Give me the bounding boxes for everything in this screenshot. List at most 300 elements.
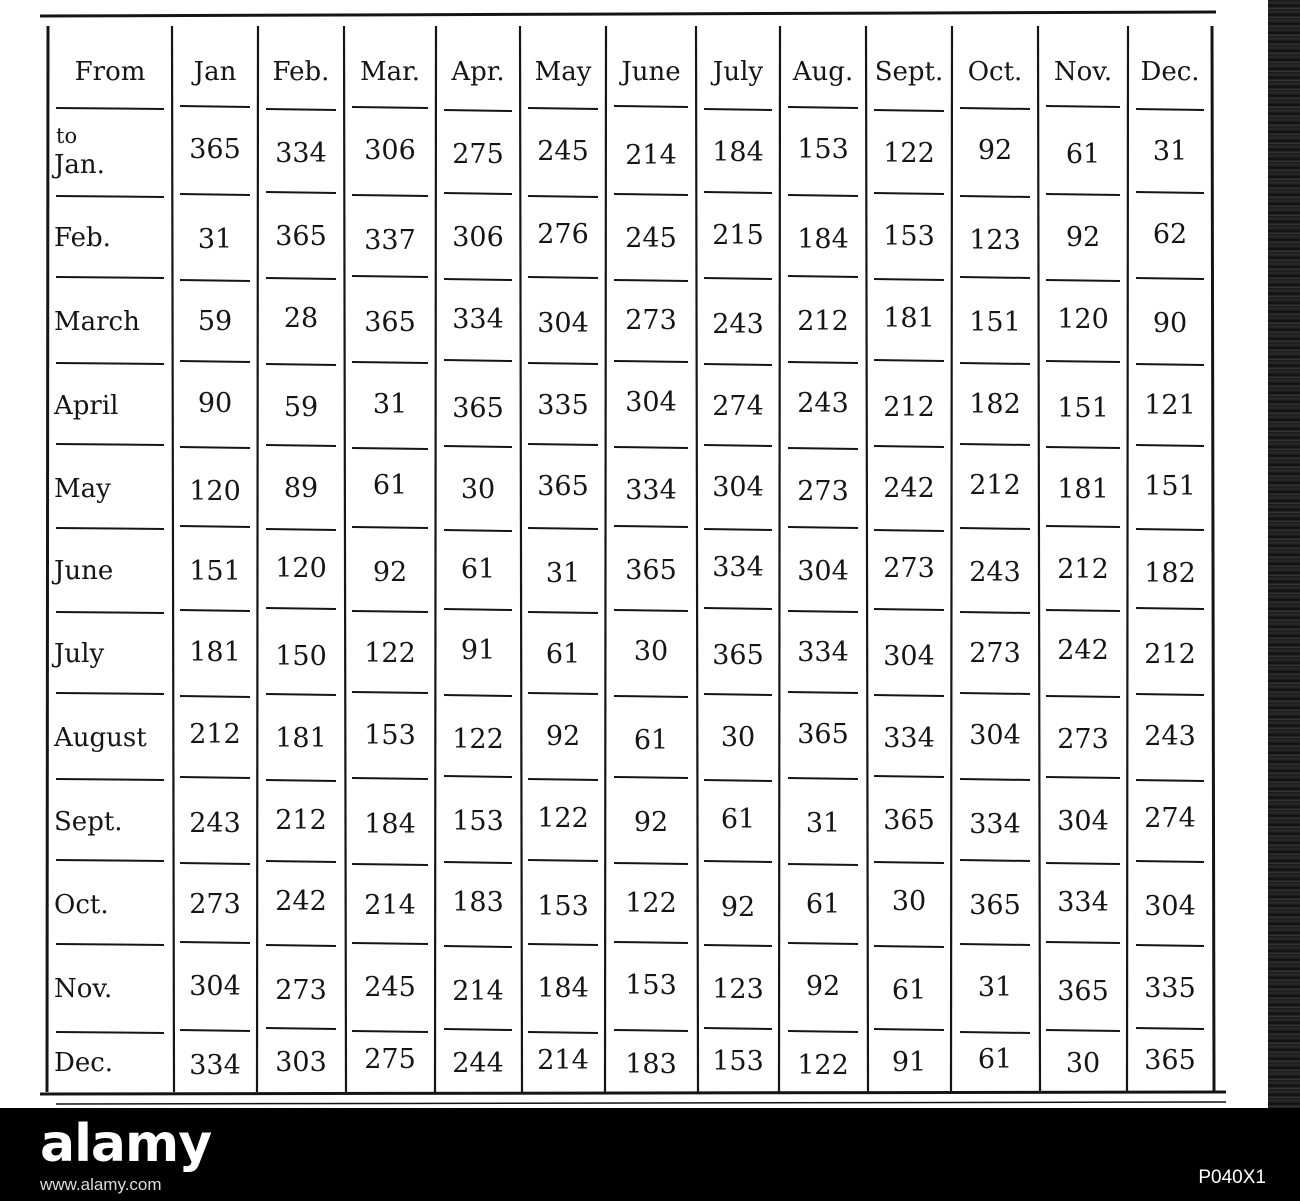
cell-rule: [1046, 863, 1120, 864]
table-cell: 123: [712, 974, 764, 1005]
cell-rule: [528, 108, 598, 109]
cell-rule: [352, 362, 428, 363]
cell-rule: [614, 106, 688, 107]
cell-rule: [444, 1029, 512, 1030]
header-corner-label: From: [74, 57, 146, 87]
table-cell: 181: [275, 723, 327, 754]
column-rule: [257, 26, 258, 1092]
table-cell: 273: [1057, 724, 1109, 755]
table-cell: 365: [189, 134, 241, 165]
cell-rule: [56, 1032, 164, 1033]
row-label: Nov.: [54, 974, 113, 1004]
cell-rule: [1136, 945, 1204, 946]
table-cell: 123: [969, 225, 1021, 256]
cell-rule: [704, 1028, 772, 1029]
cell-rule: [352, 1031, 428, 1032]
row-label: May: [54, 474, 111, 504]
table-cell: 92: [545, 721, 581, 752]
cell-rule: [180, 361, 250, 362]
cell-rule: [1046, 361, 1120, 362]
table-cell: 275: [452, 139, 504, 170]
cell-rule: [874, 1029, 944, 1030]
table-cell: 153: [364, 720, 416, 751]
cell-rule: [704, 694, 772, 695]
table-cell: 274: [712, 391, 764, 422]
cell-rule: [614, 526, 688, 527]
table-cell: 334: [883, 723, 935, 754]
watermark-logo: alamy: [40, 1114, 212, 1174]
cell-rule: [960, 612, 1030, 613]
table-cell: 304: [625, 387, 677, 418]
cell-rule: [180, 106, 250, 107]
table-cell: 244: [452, 1048, 504, 1079]
table-cell: 212: [1057, 554, 1109, 585]
cell-rule: [266, 694, 336, 695]
table-cell: 365: [712, 640, 764, 671]
table-cell: 274: [1144, 803, 1196, 834]
cell-rule: [528, 528, 598, 529]
cell-rule: [960, 277, 1030, 278]
cell-rule: [614, 696, 688, 697]
cell-rule: [56, 277, 164, 278]
table-cell: 304: [797, 556, 849, 587]
cell-rule: [56, 444, 164, 445]
cell-rule: [960, 108, 1030, 109]
table-cell: 184: [797, 224, 849, 255]
cell-rule: [874, 193, 944, 194]
cell-rule: [266, 192, 336, 193]
cell-rule: [528, 693, 598, 694]
table-cell: 304: [969, 720, 1021, 751]
cell-rule: [444, 279, 512, 280]
cell-rule: [874, 110, 944, 111]
cell-rule: [352, 692, 428, 693]
table-cell: 212: [969, 470, 1021, 501]
cell-rule: [1136, 445, 1204, 446]
cell-rule: [180, 447, 250, 448]
cell-rule: [788, 943, 858, 944]
column-rule: [1038, 26, 1040, 1092]
table-cell: 273: [797, 476, 849, 507]
table-cell: 184: [537, 973, 589, 1004]
row-label: August: [54, 723, 147, 753]
table-cell: 153: [797, 134, 849, 165]
cell-rule: [56, 108, 164, 109]
table-cell: 181: [1057, 474, 1109, 505]
table-cell: 365: [364, 307, 416, 338]
cell-rule: [874, 695, 944, 696]
table-cell: 335: [1144, 973, 1196, 1004]
cell-rule: [704, 945, 772, 946]
table-cell: 61: [1065, 139, 1101, 170]
cell-rule: [352, 611, 428, 612]
table-cell: 304: [712, 472, 764, 503]
cell-rule: [444, 609, 512, 610]
cell-rule: [528, 860, 598, 861]
cell-rule: [56, 528, 164, 529]
cell-rule: [1136, 529, 1204, 530]
table-cell: 30: [891, 886, 927, 917]
cell-rule: [704, 861, 772, 862]
table-cell: 245: [364, 972, 416, 1003]
column-header: May: [534, 57, 592, 87]
cell-rule: [614, 194, 688, 195]
cell-rule: [528, 444, 598, 445]
table-cell: 61: [891, 975, 927, 1006]
table-cell: 31: [372, 389, 408, 420]
cell-rule: [528, 196, 598, 197]
table-cell: 365: [969, 890, 1021, 921]
table-cell: 243: [189, 808, 241, 839]
table-cell: 273: [883, 553, 935, 584]
table-cell: 212: [275, 805, 327, 836]
table-cell: 365: [625, 555, 677, 586]
image-id-text: P040X1: [1198, 1167, 1266, 1188]
table-cell: 242: [275, 886, 327, 917]
table-cell: 334: [712, 552, 764, 583]
table-cell: 153: [537, 891, 589, 922]
row-label: Jan.: [54, 150, 105, 180]
cell-rule: [788, 1031, 858, 1032]
table-cell: 365: [797, 719, 849, 750]
cell-rule: [960, 196, 1030, 197]
cell-rule: [1046, 1030, 1120, 1031]
table-cell: 61: [460, 554, 496, 585]
table-cell: 122: [625, 888, 677, 919]
column-rule: [172, 26, 174, 1092]
cell-rule: [960, 860, 1030, 861]
cell-rule: [874, 946, 944, 947]
table-cell: 92: [1065, 222, 1101, 253]
row-label: Feb.: [54, 223, 111, 253]
cell-rule: [266, 529, 336, 530]
row-label: March: [54, 307, 140, 337]
table-cell: 306: [452, 222, 504, 253]
table-cell: 122: [883, 138, 935, 169]
cell-rule: [1046, 280, 1120, 281]
table-cell: 214: [364, 890, 416, 921]
cell-rule: [1046, 106, 1120, 107]
cell-rule: [56, 779, 164, 780]
cell-rule: [444, 530, 512, 531]
cell-rule: [352, 276, 428, 277]
table-cell: 31: [545, 558, 581, 589]
cell-rule: [788, 864, 858, 865]
table-cell: 334: [275, 138, 327, 169]
table-cell: 151: [189, 556, 241, 587]
column-header: Aug.: [792, 57, 854, 87]
cell-rule: [266, 861, 336, 862]
column-rule: [344, 26, 346, 1092]
cell-rule: [1136, 278, 1204, 279]
cell-rule: [56, 612, 164, 613]
table-cell: 61: [977, 1044, 1013, 1075]
table-cell: 153: [625, 970, 677, 1001]
table-cell: 31: [197, 224, 233, 255]
table-cell: 122: [452, 724, 504, 755]
cell-rule: [444, 946, 512, 947]
table-cell: 61: [805, 889, 841, 920]
table-cell: 30: [460, 474, 496, 505]
column-header: July: [712, 57, 764, 87]
cell-rule: [960, 944, 1030, 945]
row-label: to: [56, 124, 78, 148]
table-cell: 91: [460, 635, 496, 666]
cell-rule: [704, 364, 772, 365]
table-cell: 334: [452, 304, 504, 335]
cell-rule: [704, 278, 772, 279]
table-cell: 120: [189, 476, 241, 507]
column-header: June: [621, 57, 681, 87]
table-cell: 182: [969, 389, 1021, 420]
cell-rule: [266, 109, 336, 110]
table-cell: 245: [537, 136, 589, 167]
table-cell: 214: [452, 976, 504, 1007]
cell-rule: [266, 608, 336, 609]
cell-rule: [1046, 447, 1120, 448]
cell-rule: [180, 610, 250, 611]
cell-rule: [180, 777, 250, 778]
cell-rule: [614, 361, 688, 362]
cell-rule: [704, 529, 772, 530]
cell-rule: [352, 778, 428, 779]
table-cell: 28: [283, 303, 319, 334]
column-rule: [1127, 26, 1128, 1092]
cell-rule: [56, 363, 164, 364]
cell-rule: [788, 276, 858, 277]
table-cell: 62: [1152, 219, 1188, 250]
bottom-rule-thin: [56, 1102, 1226, 1104]
table-cell: 212: [189, 719, 241, 750]
table-cell: 212: [1144, 639, 1196, 670]
cell-rule: [1046, 696, 1120, 697]
cell-rule: [352, 195, 428, 196]
cell-rule: [614, 280, 688, 281]
cell-rule: [1136, 1028, 1204, 1029]
cell-rule: [1046, 942, 1120, 943]
table-cell: 92: [805, 971, 841, 1002]
cell-rule: [352, 107, 428, 108]
table-cell: 334: [1057, 887, 1109, 918]
table-cell: 150: [275, 641, 327, 672]
table-cells: [51, 57, 1200, 1081]
row-label: June: [54, 556, 114, 586]
table-cell: 30: [720, 722, 756, 753]
table-cell: 365: [537, 471, 589, 502]
column-rule: [951, 26, 952, 1092]
table-cell: 275: [364, 1044, 416, 1075]
cell-rule: [444, 360, 512, 361]
table-cell: 92: [633, 807, 669, 838]
table-cell: 92: [720, 892, 756, 923]
cell-rule: [266, 278, 336, 279]
table-cell: 243: [712, 309, 764, 340]
table-cell: 334: [625, 475, 677, 506]
cell-rule: [266, 445, 336, 446]
cell-rule: [56, 860, 164, 861]
cell-rule: [56, 944, 164, 945]
cell-rule: [614, 447, 688, 448]
table-cell: 214: [537, 1045, 589, 1076]
column-header: Oct.: [967, 57, 1023, 87]
watermark-image-id: [1198, 1168, 1266, 1187]
cell-rule: [180, 526, 250, 527]
cell-rule: [266, 780, 336, 781]
cell-rule: [960, 444, 1030, 445]
cell-rule: [874, 360, 944, 361]
cell-rule: [180, 194, 250, 195]
table-cell: 91: [891, 1047, 927, 1078]
table-cell: 31: [977, 972, 1013, 1003]
cell-rule: [704, 109, 772, 110]
table-cell: 303: [275, 1047, 327, 1078]
table-cell: 242: [1057, 635, 1109, 666]
table-cell: 151: [969, 307, 1021, 338]
cell-rule: [180, 280, 250, 281]
column-rule: [779, 26, 780, 1092]
table-cell: 304: [883, 641, 935, 672]
cell-rule: [528, 277, 598, 278]
table-cell: 365: [1057, 976, 1109, 1007]
table-cell: 273: [625, 305, 677, 336]
cell-rule: [788, 107, 858, 108]
cell-rule: [1046, 526, 1120, 527]
table-cell: 153: [712, 1046, 764, 1077]
cell-rule: [960, 528, 1030, 529]
cell-rule: [1136, 861, 1204, 862]
table-cell: 365: [275, 221, 327, 252]
cell-rule: [704, 608, 772, 609]
cell-rule: [352, 864, 428, 865]
cell-rule: [960, 363, 1030, 364]
table-cell: 184: [712, 137, 764, 168]
cell-rule: [788, 692, 858, 693]
table-cell: 61: [633, 725, 669, 756]
table-cell: 181: [883, 303, 935, 334]
column-rule: [1212, 26, 1214, 1092]
table-cell: 243: [969, 557, 1021, 588]
table-cell: 365: [452, 393, 504, 424]
top-rule: [40, 12, 1216, 16]
table-cell: 31: [1152, 136, 1188, 167]
cell-rule: [874, 776, 944, 777]
table-cell: 365: [883, 805, 935, 836]
cell-rule: [788, 527, 858, 528]
cell-rule: [704, 780, 772, 781]
column-header: Jan: [193, 57, 237, 87]
table-cell: 334: [969, 809, 1021, 840]
table-cell: 273: [969, 638, 1021, 669]
column-header: Dec.: [1140, 57, 1200, 87]
row-label: Sept.: [54, 807, 123, 837]
table-cell: 151: [1144, 471, 1196, 502]
table-cell: 335: [537, 390, 589, 421]
table-cell: 304: [189, 971, 241, 1002]
table-cell: 59: [197, 306, 233, 337]
table-cell: 242: [883, 473, 935, 504]
table-cell: 214: [625, 140, 677, 171]
table-cell: 273: [275, 975, 327, 1006]
table-cell: 304: [537, 308, 589, 339]
column-rule: [47, 26, 48, 1092]
cell-rule: [180, 1030, 250, 1031]
cell-rule: [1046, 194, 1120, 195]
cell-rule: [352, 448, 428, 449]
table-cell: 122: [364, 638, 416, 669]
table-cell: 122: [797, 1050, 849, 1081]
cell-rule: [528, 944, 598, 945]
cell-rule: [56, 196, 164, 197]
table-cell: 122: [537, 803, 589, 834]
cell-rule: [614, 777, 688, 778]
table-cell: 90: [197, 388, 233, 419]
table-cell: 61: [720, 804, 756, 835]
table-cell: 243: [1144, 721, 1196, 752]
cell-rule: [1136, 694, 1204, 695]
cell-rule: [180, 942, 250, 943]
table-cell: 120: [1057, 304, 1109, 335]
cell-rule: [352, 527, 428, 528]
cell-rule: [1136, 780, 1204, 781]
table-cell: 30: [633, 636, 669, 667]
column-rule: [696, 26, 698, 1092]
table-cell: 337: [364, 225, 416, 256]
cell-rule: [180, 863, 250, 864]
table-cell: 61: [372, 470, 408, 501]
cell-rule: [960, 779, 1030, 780]
cell-rule: [1136, 364, 1204, 365]
cell-rule: [704, 192, 772, 193]
table-cell: 334: [189, 1050, 241, 1081]
cell-rule: [1046, 777, 1120, 778]
table-cell: 89: [283, 473, 319, 504]
table-cell: 306: [364, 135, 416, 166]
cell-rule: [874, 862, 944, 863]
cell-rule: [874, 279, 944, 280]
cell-rule: [1136, 608, 1204, 609]
table-cell: 31: [805, 808, 841, 839]
cell-rule: [614, 610, 688, 611]
column-header: Nov.: [1053, 57, 1113, 87]
cell-rule: [960, 693, 1030, 694]
cell-rule: [788, 362, 858, 363]
table-cell: 273: [189, 889, 241, 920]
table-cell: 304: [1144, 891, 1196, 922]
cell-rule: [528, 612, 598, 613]
table-cell: 183: [452, 887, 504, 918]
table-cell: 153: [452, 806, 504, 837]
table-cell: 90: [1152, 308, 1188, 339]
table-cell: 30: [1065, 1048, 1101, 1079]
cell-rule: [444, 193, 512, 194]
cell-rule: [266, 1028, 336, 1029]
row-label: July: [54, 639, 105, 669]
cell-rule: [56, 693, 164, 694]
cell-rule: [444, 695, 512, 696]
cell-rule: [528, 1032, 598, 1033]
cell-rule: [352, 943, 428, 944]
table-cell: 215: [712, 220, 764, 251]
table-cell: 121: [1144, 390, 1196, 421]
column-rule: [605, 26, 606, 1092]
cell-rule: [528, 779, 598, 780]
table-cell: 184: [364, 809, 416, 840]
column-header: Feb.: [272, 57, 330, 87]
cell-rule: [874, 530, 944, 531]
table-cell: 61: [545, 639, 581, 670]
watermark-url: www.alamy.com: [40, 1175, 162, 1194]
table-cell: 120: [275, 553, 327, 584]
